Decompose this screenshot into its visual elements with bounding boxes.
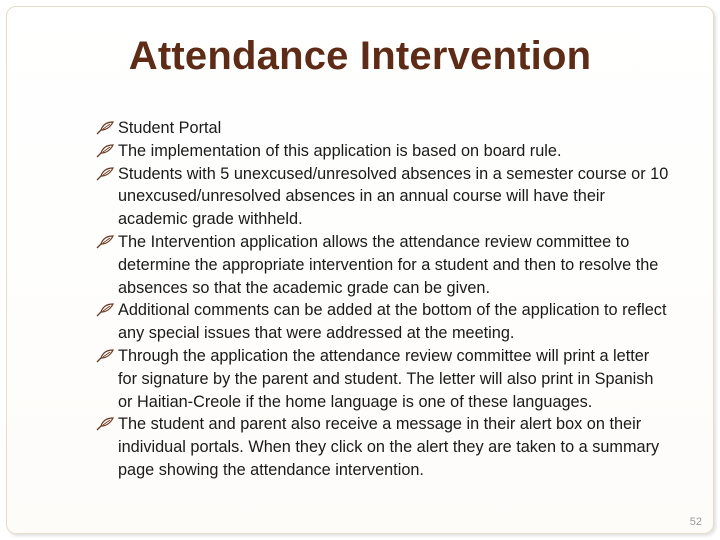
bullet-text: The student and parent also receive a message in their alert box on their individual portals. When they click on the alert they are taken to a summary page showing the attendance intervention. (118, 415, 660, 479)
bullet-item (96, 117, 671, 140)
bullet-item (96, 299, 671, 345)
page-number: 52 (689, 516, 702, 528)
bullet-text: The implementation of this application is based on board rule. (118, 141, 562, 160)
feather-quill-icon (96, 303, 114, 317)
bullet-text: Student Portal (118, 119, 222, 137)
feather-quill-icon (96, 235, 114, 249)
bullet-text: Through the application the attendance review committee will print a letter for signature by the parent and student. The letter will also print in Spanish or Haitian-Creole if the home language is one of these languages. (118, 346, 654, 411)
feather-quill-icon (96, 144, 114, 158)
feather-quill-icon (96, 349, 114, 363)
feather-quill-icon (96, 121, 114, 135)
bullet-list (96, 117, 671, 482)
slide-title: Attendance Intervention (128, 34, 592, 78)
feather-quill-icon (96, 417, 114, 431)
bullet-text: Additional comments can be added at the bottom of the application to reflect any special issues that were addressed at the meeting. (118, 301, 667, 343)
bullet-item (96, 140, 671, 163)
feather-quill-icon (96, 167, 114, 181)
bullet-item (96, 163, 671, 231)
bullet-text: Students with 5 unexcused/unresolved absences in a semester course or 10 unexcused/unresolved absences in an annual course will have their academic grade withheld. (118, 164, 669, 229)
bullet-item (96, 413, 671, 481)
bullet-item (96, 231, 671, 299)
bullet-text: The Intervention application allows the attendance review committee to determine the appropriate intervention for a student and then to resolve the absences so that the academic grade can be given. (118, 232, 659, 297)
bullet-item (96, 345, 671, 413)
